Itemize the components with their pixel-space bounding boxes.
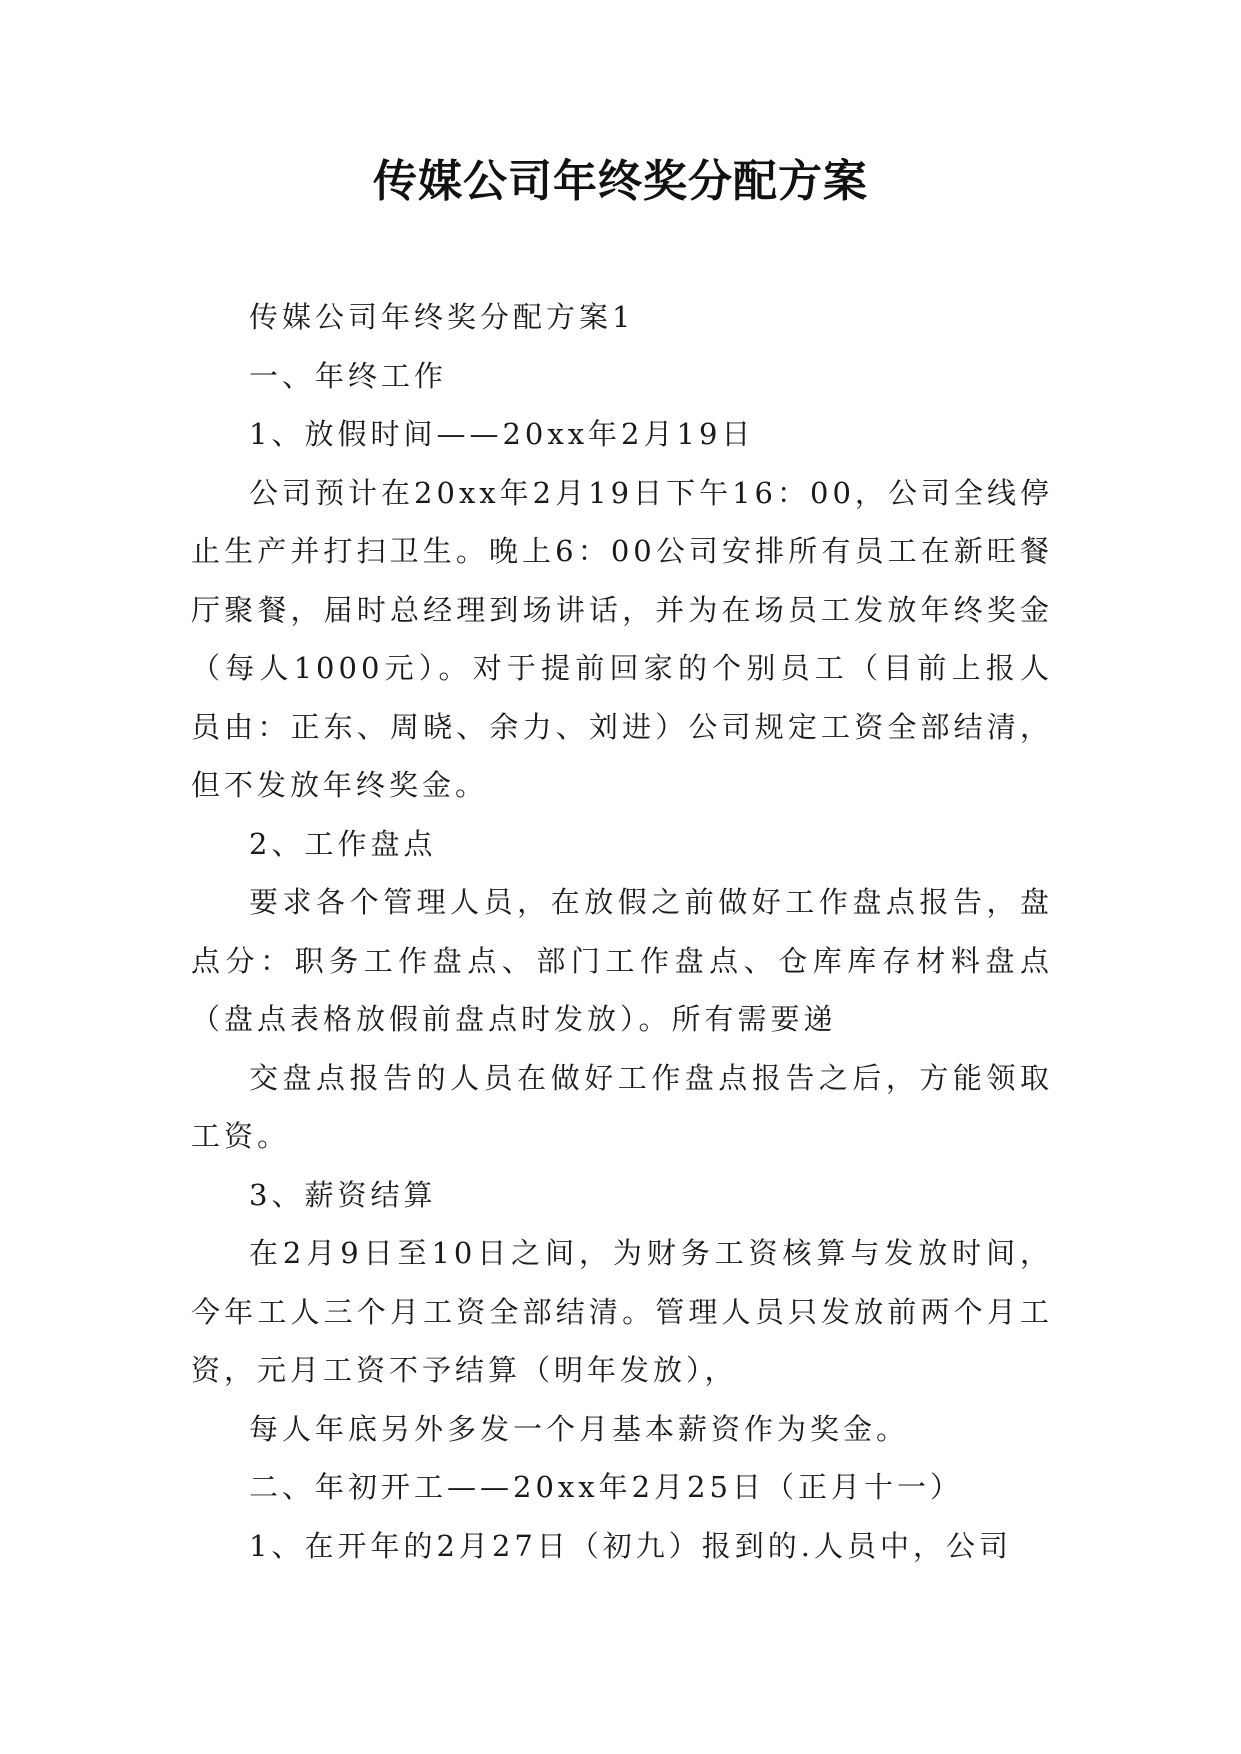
paragraph: 1、在开年的2月27日（初九）报到的.人员中，公司 <box>249 1528 1013 1563</box>
item-heading: 2、工作盘点 <box>249 826 437 861</box>
paragraph: 公司预计在20xx年2月19日下午16：00，公司全线停止生产并打扫卫生。晚上6：00公司安排所有员工在新旺餐厅聚餐，届时总经理到场讲话，并为在场员工发放年终奖金（每人1000元）。对于提前回家的个别员工（目前上报人员由：正东、周晓、余力、刘进）公司规定工资全部结清，但不发放年终奖金。 <box>191 475 1053 802</box>
paragraph: 在2月9日至10日之间，为财务工资核算与发放时间，今年工人三个月工资全部结清。管理人员只发放前两个月工资，元月工资不予结算（明年发放）， <box>191 1236 1053 1387</box>
paragraph: 要求各个管理人员，在放假之前做好工作盘点报告，盘点分：职务工作盘点、部门工作盘点、仓库库存材料盘点（盘点表格放假前盘点时发放）。所有需要递 <box>191 885 1053 1036</box>
document-body <box>191 288 1053 1575</box>
paragraph: 每人年底另外多发一个月基本薪资作为奖金。 <box>249 1411 910 1446</box>
plan-subtitle: 传媒公司年终奖分配方案1 <box>249 300 635 334</box>
paragraph: 交盘点报告的人员在做好工作盘点报告之后，方能领取工资。 <box>191 1060 1053 1153</box>
section-heading: 一、年终工作 <box>249 358 448 393</box>
item-heading: 3、薪资结算 <box>249 1177 437 1212</box>
section-heading: 二、年初开工——20xx年2月25日（正月十一） <box>249 1470 963 1504</box>
document-title: 传媒公司年终奖分配方案 <box>373 156 868 207</box>
item-heading: 1、放假时间——20xx年2月19日 <box>249 417 755 451</box>
